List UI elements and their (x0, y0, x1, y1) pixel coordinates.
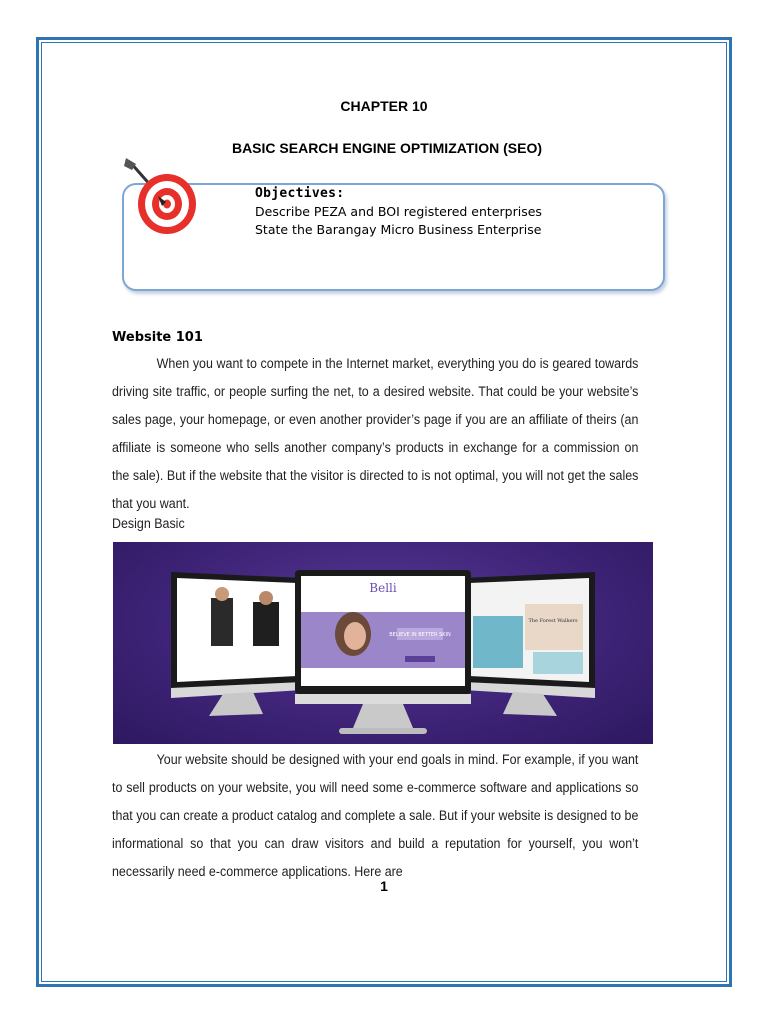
objective-item: Describe PEZA and BOI registered enterprises (255, 204, 542, 219)
hero-brand: Belli (369, 581, 397, 595)
hero-right-heading: The Forest Walkers (528, 618, 578, 624)
section-heading: Website 101 (112, 330, 203, 345)
objectives-heading: Objectives: (255, 186, 345, 201)
body-paragraph-1 (112, 350, 638, 518)
paragraph-text: When you want to compete in the Internet market, everything you do is geared towards driving site traffic, or people surfing the net, to a desired website. That could be your website’s sales page, your homepage, or even another provider’s page if you are an affiliate of theirs (an affiliate is someone who sells another company’s products in exchange for a commission on the sale). But if the website that the visitor is directed to is not optimal, you will not get the sales that you want. (112, 356, 639, 511)
website-design-image (113, 542, 653, 744)
chapter-title: BASIC SEARCH ENGINE OPTIMIZATION (SEO) (231, 140, 543, 156)
right-monitor (463, 572, 595, 716)
design-basic-label: Design Basic (112, 516, 185, 531)
objective-item: State the Barangay Micro Business Enterprise (255, 222, 542, 237)
body-paragraph-2 (112, 746, 638, 886)
paragraph-text: Your website should be designed with your end goals in mind. For example, if you want to sell products on your website, you will need some e-commerce software and applications so that you can create a product catalog and complete a sale. But if your website is designed to be informational so that you can draw visitors and build a reputation for yourself, you won’t necessarily need e-commerce applications. Here are (112, 752, 639, 879)
left-monitor (171, 572, 303, 716)
chapter-label: CHAPTER 10 (340, 98, 428, 114)
hero-banner-text: BELIEVE IN BETTER SKIN (389, 632, 451, 638)
monitors-illustration (113, 542, 653, 744)
target-dart-icon (122, 158, 202, 238)
objectives-text (255, 185, 542, 239)
page-number: 1 (380, 878, 388, 894)
